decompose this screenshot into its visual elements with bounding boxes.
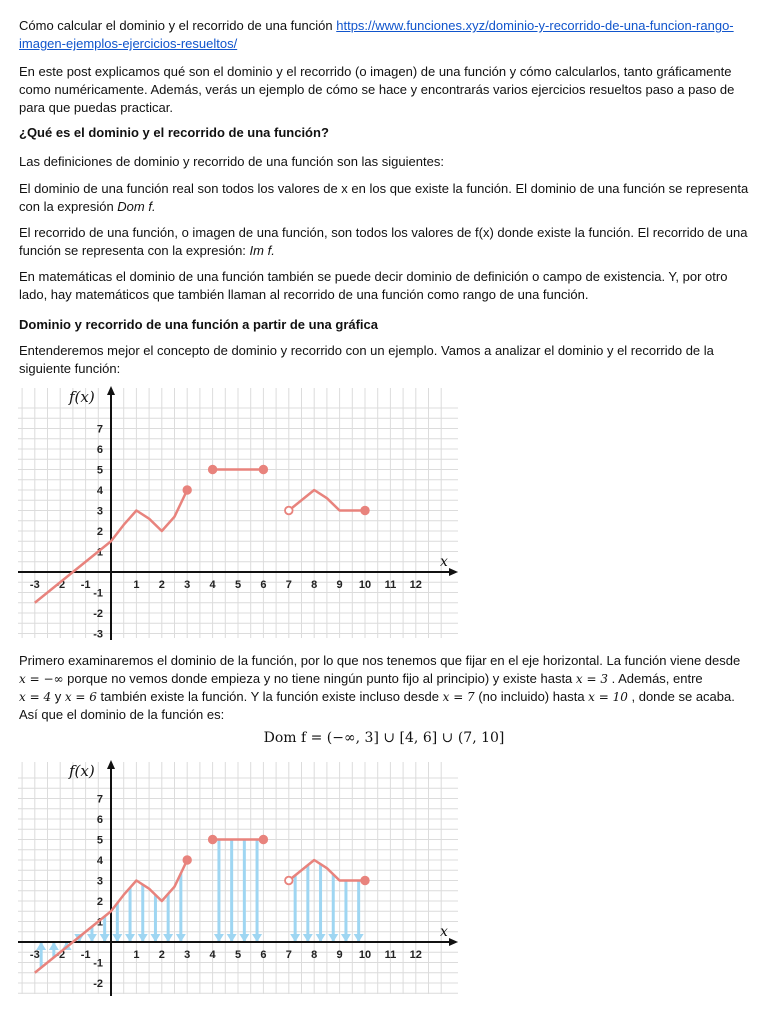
x-tick-label: -2 <box>55 949 66 961</box>
function-graph-1 <box>16 384 462 642</box>
function-graph-2 <box>16 758 462 998</box>
analysis-text-3: . Además, entre <box>608 671 703 686</box>
source-link[interactable]: https://www.funciones.xyz/dominio-y-recorrido-de-una-funcion-rango-imagen-ejemplos-ejercicios-resueltos/ <box>19 18 734 51</box>
analysis-text-2: porque no vemos donde empieza y no tiene ningún punto fijo al principio) y existe hasta <box>63 671 576 686</box>
y-tick-label: 5 <box>96 834 103 847</box>
tick-labels <box>30 794 422 991</box>
y-axis-label: f(x) <box>69 762 95 780</box>
x-tick-label: -3 <box>29 579 40 591</box>
x-axis-arrow <box>449 938 458 946</box>
y-tick-label: 7 <box>96 793 103 806</box>
y-tick-label: 7 <box>96 423 103 436</box>
y-tick-label: 3 <box>96 875 103 888</box>
y-tick-label: 4 <box>96 855 103 867</box>
closed-endpoint <box>361 877 369 885</box>
header-title: Cómo calcular el dominio y el recorrido de una función <box>19 18 333 33</box>
x-tick-label: 12 <box>409 949 422 961</box>
synonyms-paragraph: En matemáticas el dominio de una función también se puede decir dominio de definición o campo de existencia. Y, por otro lado, hay matemáticos que también llaman al recorrido de una función como rango de una función. <box>19 269 728 302</box>
analysis-text-1: Primero examinaremos el dominio de la función, por lo que nos tenemos que fijar en el eje horizontal. La función viene desde <box>19 653 741 668</box>
domain-analysis-paragraph <box>19 652 749 724</box>
math-x10: x = 10 <box>588 690 628 704</box>
grid <box>18 388 458 638</box>
y-tick-label: 1 <box>96 916 103 929</box>
y-tick-label: 2 <box>96 896 103 908</box>
analysis-text-7: , donde se acaba. <box>627 689 735 704</box>
x-tick-label: 11 <box>384 579 397 591</box>
domain-arrow-head <box>100 934 110 942</box>
x-tick-label: 3 <box>184 949 191 961</box>
domain-expression: Dom f. <box>117 199 156 214</box>
x-tick-label: 12 <box>409 579 422 591</box>
x-axis-label: x <box>440 554 448 570</box>
closed-endpoint <box>209 836 217 844</box>
y-tick-label: 1 <box>96 546 103 559</box>
math-x7: x = 7 <box>442 690 475 704</box>
domain-arrow-head <box>239 934 249 942</box>
domain-arrow-head <box>341 934 351 942</box>
x-tick-label: -2 <box>55 579 66 591</box>
y-axis-arrow <box>107 386 115 395</box>
math-neg-infinity: x = −∞ <box>19 672 64 686</box>
closed-endpoint <box>361 507 369 515</box>
closed-endpoint <box>183 856 191 864</box>
y-tick-label: -1 <box>93 587 103 600</box>
x-tick-label: 2 <box>158 949 165 961</box>
domain-arrow-head <box>87 934 97 942</box>
domain-arrow-head <box>316 934 326 942</box>
x-axis-arrow <box>449 568 458 576</box>
closed-endpoint <box>209 466 217 474</box>
analysis-text-4: y <box>51 689 65 704</box>
x-tick-label: 3 <box>184 579 191 591</box>
x-tick-label: 8 <box>311 579 318 591</box>
y-tick-label: 2 <box>96 526 103 538</box>
math-x4: x = 4 <box>19 690 52 704</box>
range-definition <box>19 224 749 260</box>
y-tick-label: -1 <box>93 957 103 970</box>
y-tick-label: 6 <box>96 444 103 456</box>
x-tick-label: 4 <box>209 579 216 591</box>
x-tick-label: 5 <box>234 949 242 961</box>
x-tick-label: -1 <box>80 579 91 591</box>
x-tick-label: 2 <box>158 579 165 591</box>
domain-definition <box>19 180 749 216</box>
header-line <box>19 17 749 53</box>
y-tick-label: 5 <box>96 464 103 477</box>
x-tick-label: 7 <box>285 949 292 961</box>
x-tick-label: 1 <box>133 949 140 961</box>
x-tick-label: 9 <box>336 579 343 591</box>
range-definition-text: El recorrido de una función, o imagen de una función, son todos los valores de f(x) donde existe la función. El recorrido de una función se representa con la expresión: <box>19 225 748 258</box>
y-axis-label: f(x) <box>69 388 95 406</box>
x-tick-label: 5 <box>234 579 242 591</box>
x-tick-label: 4 <box>209 949 216 961</box>
x-tick-label: 9 <box>336 949 343 961</box>
analysis-text-5: también existe la función. Y la función existe incluso desde <box>96 689 443 704</box>
analysis-text-8: Así que el dominio de la función es: <box>19 707 225 722</box>
domain-arrow-head <box>328 934 338 942</box>
closed-endpoint <box>183 486 191 494</box>
domain-arrow-head <box>227 934 237 942</box>
analysis-text-6: (no incluido) hasta <box>474 689 589 704</box>
x-tick-label: 10 <box>358 579 372 591</box>
domain-arrow-head <box>252 934 262 942</box>
y-tick-label: -2 <box>93 608 103 620</box>
x-tick-label: -3 <box>29 949 40 961</box>
open-endpoint <box>285 877 293 885</box>
domain-arrow-head <box>112 934 122 942</box>
closed-endpoint <box>260 466 268 474</box>
x-tick-label: 8 <box>311 949 318 961</box>
domain-arrow-head <box>163 934 173 942</box>
domain-formula: Dom f = (−∞, 3] ∪ [4, 6] ∪ (7, 10] <box>263 730 505 746</box>
definitions-intro: Las definiciones de dominio y recorrido de una función son las siguientes: <box>19 154 444 169</box>
y-tick-label: 3 <box>96 505 103 518</box>
domain-arrow-head <box>150 934 160 942</box>
domain-arrow-head <box>138 934 148 942</box>
domain-arrow-head <box>125 934 135 942</box>
example-intro: Entenderemos mejor el concepto de dominio y recorrido con un ejemplo. Vamos a analizar el dominio y el recorrido de la siguiente función: <box>19 343 714 376</box>
y-tick-label: -3 <box>93 628 103 641</box>
y-tick-label: -2 <box>93 978 103 990</box>
y-tick-label: 6 <box>96 814 103 826</box>
x-tick-label: 1 <box>133 579 140 591</box>
math-x3: x = 3 <box>575 672 608 686</box>
domain-definition-text: El dominio de una función real son todos los valores de x en los que existe la función. El dominio de una función se representa con la expresión <box>19 181 749 214</box>
x-axis-label: x <box>440 924 448 940</box>
x-tick-label: 11 <box>384 949 397 961</box>
range-expression: Im f. <box>249 243 275 258</box>
domain-arrow-head <box>176 934 186 942</box>
domain-arrow-head <box>290 934 300 942</box>
heading-graph: Dominio y recorrido de una función a partir de una gráfica <box>19 317 379 332</box>
x-tick-label: -1 <box>80 949 91 961</box>
domain-arrow-head <box>303 934 313 942</box>
x-tick-label: 10 <box>358 949 372 961</box>
y-axis-arrow <box>107 760 115 769</box>
x-tick-label: 7 <box>285 579 292 591</box>
domain-arrow-head <box>214 934 224 942</box>
x-tick-label: 6 <box>260 949 267 961</box>
tick-labels <box>30 424 422 641</box>
y-tick-label: 4 <box>96 485 103 497</box>
intro-paragraph: En este post explicamos qué son el dominio y el recorrido (o imagen) de una función y cómo calcularlos, tanto gráficamente como numéricamente. Además, verás un ejemplo de cómo se hace y encontrarás varios ejercicios resueltos paso a paso de para que puedas practicar. <box>19 64 735 115</box>
closed-endpoint <box>260 836 268 844</box>
open-endpoint <box>285 507 293 515</box>
math-x6: x = 6 <box>64 690 97 704</box>
domain-arrow-head <box>354 934 364 942</box>
x-tick-label: 6 <box>260 579 267 591</box>
heading-what-is: ¿Qué es el dominio y el recorrido de una función? <box>19 125 329 140</box>
